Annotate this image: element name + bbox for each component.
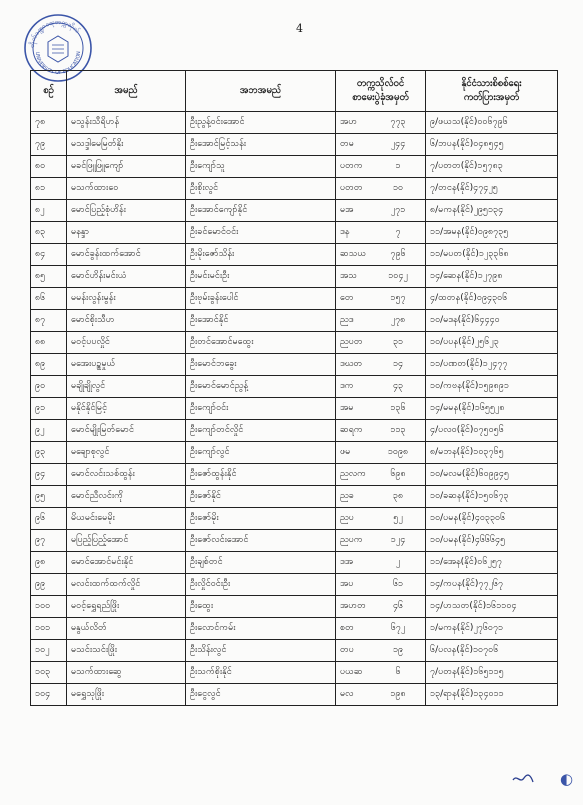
cell-name: မသဒ္ဒါမေမြတ်နိုး bbox=[67, 134, 186, 156]
cell-serial-no: ၉၅ bbox=[31, 486, 67, 508]
roll-prefix: ညပက bbox=[340, 535, 363, 545]
table-row bbox=[31, 244, 558, 266]
cell-serial-no: ၉၈ bbox=[31, 552, 67, 574]
cell-name: မောင်စိုးသီဟ bbox=[67, 310, 186, 332]
roll-prefix: ဖမ bbox=[340, 447, 351, 457]
cell-father-name: ဦးသက်စိုးနိုင် bbox=[186, 662, 336, 684]
cell-serial-no: ၈၁ bbox=[31, 178, 67, 200]
roll-number: ၁၂၄ bbox=[390, 535, 406, 545]
cell-nrc-no: ၄/ထတန(နိုင်)၀၉၄၃၀၆ bbox=[426, 288, 558, 310]
cell-exam-roll bbox=[336, 222, 426, 244]
cell-exam-roll bbox=[336, 310, 426, 332]
roll-prefix: ညပတ bbox=[340, 337, 363, 347]
cell-serial-no: ၈၂ bbox=[31, 200, 67, 222]
table-row bbox=[31, 266, 558, 288]
table-row bbox=[31, 310, 558, 332]
cell-father-name: ဦးသိန်းလွင် bbox=[186, 640, 336, 662]
roll-prefix: ဒဃတ bbox=[340, 359, 363, 369]
cell-exam-roll bbox=[336, 156, 426, 178]
cell-father-name: ဦးလောင်ကမ်း bbox=[186, 618, 336, 640]
cell-serial-no: ၁၀၂ bbox=[31, 640, 67, 662]
cell-exam-roll bbox=[336, 640, 426, 662]
cell-exam-roll bbox=[336, 354, 426, 376]
cell-serial-no: ၇၉ bbox=[31, 134, 67, 156]
cell-nrc-no: ၁/မကန(နိုင်)၂၇၆၀၇၁ bbox=[426, 618, 558, 640]
cell-exam-roll bbox=[336, 420, 426, 442]
cell-father-name: ဦးလှိုင်ဝင်းဦး bbox=[186, 574, 336, 596]
cell-serial-no: ၁၀၁ bbox=[31, 618, 67, 640]
roll-number: ၁၃၆ bbox=[390, 403, 406, 413]
roll-number: ၃၈ bbox=[392, 491, 404, 501]
cell-exam-roll bbox=[336, 178, 426, 200]
table-row bbox=[31, 640, 558, 662]
table-row bbox=[31, 662, 558, 684]
cell-exam-roll bbox=[336, 266, 426, 288]
cell-nrc-no: ၄/ပလဝ(နိုင်)၀၇၅၀၅၆ bbox=[426, 420, 558, 442]
cell-name: မသက်ထားဆွေ bbox=[67, 662, 186, 684]
roll-number: ၁ bbox=[395, 161, 401, 171]
cell-name: မနိုင်နိုင်မြင့် bbox=[67, 398, 186, 420]
cell-father-name: ဦးကျော်သူ bbox=[186, 156, 336, 178]
table-row bbox=[31, 178, 558, 200]
roll-number: ၁၉ bbox=[392, 645, 404, 655]
header-nrc-no-line1: နိုင်ငံသားစိစစ်ရေး bbox=[461, 78, 522, 89]
cell-nrc-no: ၁၄/ဆေန(နိုင်)၁၂၇၉၈ bbox=[426, 266, 558, 288]
roll-number: ၂၄၄ bbox=[390, 139, 406, 149]
roll-number: ၁၁၃ bbox=[390, 425, 406, 435]
cell-serial-no: ၁၀၃ bbox=[31, 662, 67, 684]
table-row bbox=[31, 596, 558, 618]
cell-serial-no: ၇၈ bbox=[31, 112, 67, 134]
roll-prefix: ပတက bbox=[340, 161, 363, 171]
roll-number: ၅၂ bbox=[393, 513, 403, 523]
cell-serial-no: ၉၉ bbox=[31, 574, 67, 596]
cell-name: မသင်းသင်းဖြိုး bbox=[67, 640, 186, 662]
cell-father-name: ဦးဇော်မိုး bbox=[186, 508, 336, 530]
cell-father-name: ဦးဗုမ်းခွန်းပေါင် bbox=[186, 288, 336, 310]
cell-father-name: ဦးဇော်လင်းအောင် bbox=[186, 530, 336, 552]
cell-exam-roll bbox=[336, 134, 426, 156]
roll-prefix: အပ bbox=[340, 579, 354, 589]
roll-number: ၁၀၉၈ bbox=[387, 447, 409, 457]
cell-exam-roll bbox=[336, 486, 426, 508]
cell-father-name: ဦးအောင်မြင့်သန်း bbox=[186, 134, 336, 156]
cell-nrc-no: ၁၀/မဒန(နိုင်)၆၄၄၄၀ bbox=[426, 310, 558, 332]
header-exam-roll-no-line1: တက္ကသိုလ်ဝင် bbox=[356, 78, 405, 89]
cell-serial-no: ၉၁ bbox=[31, 398, 67, 420]
roll-prefix: ဒအ bbox=[340, 557, 353, 567]
roll-prefix: ညဒ bbox=[340, 315, 354, 325]
cell-nrc-no: ၁၄/ကပန(နိုင်)၇၇၂၆၇ bbox=[426, 574, 558, 596]
table-row bbox=[31, 618, 558, 640]
cell-nrc-no: ၁၀/ပပန(နိုင်)၂၅၆၂၃ bbox=[426, 332, 558, 354]
cell-serial-no: ၈၄ bbox=[31, 244, 67, 266]
header-serial-no: စဉ် bbox=[31, 71, 67, 112]
roll-number: ၇ bbox=[395, 227, 401, 237]
cell-exam-roll bbox=[336, 618, 426, 640]
cell-serial-no: ၉၂ bbox=[31, 420, 67, 442]
cell-name: မချိုချိုလွင် bbox=[67, 376, 186, 398]
cell-name: မသွန်းသီရိဟန် bbox=[67, 112, 186, 134]
cell-father-name: ဦးကျော်ဝင်း bbox=[186, 398, 336, 420]
cell-exam-roll bbox=[336, 398, 426, 420]
roll-prefix: ပယဆ bbox=[340, 667, 363, 677]
cell-exam-roll bbox=[336, 332, 426, 354]
cell-exam-roll bbox=[336, 574, 426, 596]
roll-prefix: ဒန bbox=[340, 227, 350, 237]
cell-father-name: ဦးညွန့်ဝင်းအောင် bbox=[186, 112, 336, 134]
roll-number: ၂ bbox=[395, 557, 401, 567]
cell-nrc-no: ၁၀/ကဗန(နိုင်)၁၅၉၈၉၁ bbox=[426, 376, 558, 398]
cell-nrc-no: ၇/ပတတ(နိုင်)၁၅၇၈၃ bbox=[426, 156, 558, 178]
cell-nrc-no: ၁၀/ပမန(နိုင်)၄၆၆၆၄၅ bbox=[426, 530, 558, 552]
cell-nrc-no: ၁၁/ပဏတ(နိုင်)၁၂၄၇၇ bbox=[426, 354, 558, 376]
table-row bbox=[31, 288, 558, 310]
cell-serial-no: ၈၀ bbox=[31, 156, 67, 178]
cell-exam-roll bbox=[336, 200, 426, 222]
cell-name: မခင်ဖြူဖြူကျော် bbox=[67, 156, 186, 178]
handwritten-initial-mark bbox=[511, 772, 535, 786]
cell-serial-no: ၁၀၀ bbox=[31, 596, 67, 618]
cell-nrc-no: ၈/မကန(နိုင်)၂၉၅၁၃၄ bbox=[426, 200, 558, 222]
cell-nrc-no: ၁၁/အေန(နိုင်)၀၆၂၅၇ bbox=[426, 552, 558, 574]
roll-number: ၃၁ bbox=[392, 337, 404, 347]
table-row bbox=[31, 442, 558, 464]
roll-number: ၁၀ bbox=[392, 183, 404, 193]
cell-serial-no: ၈၈ bbox=[31, 332, 67, 354]
cell-nrc-no: ၉/ဖယသ(နိုင်)၀၀၆၇၉၆ bbox=[426, 112, 558, 134]
cell-father-name: ဦးတင်အောင်မထွေး bbox=[186, 332, 336, 354]
cell-exam-roll bbox=[336, 552, 426, 574]
cell-nrc-no: ၆/ဘပန(နိုင်)၀၄၈၅၄၅ bbox=[426, 134, 558, 156]
table-body bbox=[31, 112, 558, 706]
table-row bbox=[31, 398, 558, 420]
cell-name: မဝင့်ရွှေရည်ဖြိုး bbox=[67, 596, 186, 618]
roll-number: ၆၇၂ bbox=[390, 623, 406, 633]
table-row bbox=[31, 486, 558, 508]
cell-nrc-no: ၁၀/ပမန(နိုင်)၄၀၃၃၀၆ bbox=[426, 508, 558, 530]
cell-serial-no: ၈၃ bbox=[31, 222, 67, 244]
cell-name: မောင်ပြည့်စုံဟိန်း bbox=[67, 200, 186, 222]
cell-father-name: ဦးစိုးလွင် bbox=[186, 178, 336, 200]
cell-name: မသက်ထားဝေ bbox=[67, 178, 186, 200]
roll-number: ၁၄ bbox=[392, 359, 404, 369]
cell-exam-roll bbox=[336, 530, 426, 552]
cell-father-name: ဦးမောင်မောင်ညွန့် bbox=[186, 376, 336, 398]
page-number: 4 bbox=[296, 22, 303, 35]
cell-name: မချောစုလွင် bbox=[67, 442, 186, 464]
cell-name: မောင်လင်းသစ်ထွန်း bbox=[67, 464, 186, 486]
roll-number: ၆၉၈ bbox=[390, 469, 406, 479]
roll-prefix: ဆသယ bbox=[340, 249, 367, 259]
roll-prefix: တပ bbox=[340, 645, 354, 655]
header-exam-roll-no bbox=[336, 71, 426, 112]
cell-name: မနွယ်လိတ် bbox=[67, 618, 186, 640]
roll-prefix: ညခ bbox=[340, 491, 354, 501]
table-row bbox=[31, 530, 558, 552]
roll-prefix: ညပ bbox=[340, 513, 354, 523]
cell-father-name: ဦးမောင်ဘခွေး bbox=[186, 354, 336, 376]
cell-nrc-no: ၁၁/မပတ(နိုင်)၁၂၃၃၆၈ bbox=[426, 244, 558, 266]
cell-name: မအေးပဉ္စမှုယ် bbox=[67, 354, 186, 376]
cell-exam-roll bbox=[336, 288, 426, 310]
cell-exam-roll bbox=[336, 244, 426, 266]
roll-number: ၇၇၃ bbox=[390, 117, 406, 127]
table-row bbox=[31, 464, 558, 486]
roll-prefix: မအ bbox=[340, 205, 354, 215]
cell-serial-no: ၉၀ bbox=[31, 376, 67, 398]
table-row bbox=[31, 134, 558, 156]
cell-exam-roll bbox=[336, 596, 426, 618]
header-exam-roll-no-line2: စာမေးပွဲခုံအမှတ် bbox=[352, 92, 409, 103]
cell-exam-roll bbox=[336, 508, 426, 530]
cell-exam-roll bbox=[336, 376, 426, 398]
cell-exam-roll bbox=[336, 442, 426, 464]
roll-prefix: မလ bbox=[340, 689, 354, 699]
roll-prefix: ပတတ bbox=[340, 183, 363, 193]
table-row bbox=[31, 156, 558, 178]
cell-nrc-no: ၇/ပတန(နိုင်)၁၆၅၁၁၅ bbox=[426, 662, 558, 684]
cell-name: မလင်းထက်ထက်လှိုင် bbox=[67, 574, 186, 596]
cell-nrc-no: ၁၄/ဟသတ(နိုင်)၁၆၁၁၀၄ bbox=[426, 596, 558, 618]
table-row bbox=[31, 508, 558, 530]
roll-prefix: အသ bbox=[340, 271, 357, 281]
cell-father-name: ဦးထွေး bbox=[186, 596, 336, 618]
cell-father-name: ဦးငွေလွင် bbox=[186, 684, 336, 706]
roll-number: ၄၆ bbox=[392, 601, 404, 611]
table-row bbox=[31, 332, 558, 354]
roll-number: ၄၃ bbox=[392, 381, 404, 391]
roll-number: ၆၁ bbox=[392, 579, 404, 589]
cell-name: မောင်ခွန်းထက်အောင် bbox=[67, 244, 186, 266]
cell-serial-no: ၉၄ bbox=[31, 464, 67, 486]
table-row bbox=[31, 376, 558, 398]
cell-father-name: ဦးခင်မောင်ဝင်း bbox=[186, 222, 336, 244]
header-father-name: အဘအမည် bbox=[186, 71, 336, 112]
table-row bbox=[31, 222, 558, 244]
cell-father-name: ဦးအောင်နိုင် bbox=[186, 310, 336, 332]
cell-name: မိယမင်းမေမိုး bbox=[67, 508, 186, 530]
roll-prefix: အဟ bbox=[340, 117, 358, 127]
cell-nrc-no: ၆/ပလန(နိုင်)၁၀၇၀၆ bbox=[426, 640, 558, 662]
cell-nrc-no: ၁၁/အမန(နိုင်)၀၉၈၇၃၅ bbox=[426, 222, 558, 244]
cell-name: မောင်အောင်မင်းနိုင် bbox=[67, 552, 186, 574]
cell-serial-no: ၁၀၄ bbox=[31, 684, 67, 706]
roll-number: ၇၉၆ bbox=[390, 249, 406, 259]
cell-nrc-no: ၈/မဘန(နိုင်)၁၀၃၇၆၅ bbox=[426, 442, 558, 464]
page-corner-mark: ◐ bbox=[560, 770, 574, 788]
roll-number: ၁၉၈ bbox=[390, 689, 406, 699]
cell-serial-no: ၉၆ bbox=[31, 508, 67, 530]
roll-prefix: စတ bbox=[340, 623, 354, 633]
roll-number: ၁၀၄၂ bbox=[388, 271, 408, 281]
cell-nrc-no: ၁၄/မမန(နိုင်)၁၆၅၅၂၈ bbox=[426, 398, 558, 420]
roll-prefix: အဟတ bbox=[340, 601, 366, 611]
roll-prefix: တေ bbox=[340, 293, 354, 303]
roll-prefix: ညလက bbox=[340, 469, 366, 479]
table-row bbox=[31, 200, 558, 222]
cell-nrc-no: ၇/တငန(နိုင်)၄၇၄၂၅ bbox=[426, 178, 558, 200]
cell-name: မရွှေသုဖြိုး bbox=[67, 684, 186, 706]
cell-nrc-no: ၁၀/မလမ(နိုင်)၆၀၉၉၄၅ bbox=[426, 464, 558, 486]
roll-prefix: ဒက bbox=[340, 381, 354, 391]
cell-nrc-no: ၁၀/ခဆန(နိုင်)၁၅၀၆၇၃ bbox=[426, 486, 558, 508]
cell-serial-no: ၉၃ bbox=[31, 442, 67, 464]
cell-father-name: ဦးဇော်နိုင် bbox=[186, 486, 336, 508]
cell-father-name: ဦးကျော်တင်လှိုင် bbox=[186, 420, 336, 442]
cell-father-name: ဦးဇော်ထွန်းနိုင် bbox=[186, 464, 336, 486]
cell-father-name: ဦးမင်းမင်းဦး bbox=[186, 266, 336, 288]
cell-name: မနန္ဒာ bbox=[67, 222, 186, 244]
cell-name: မောင်ဟိန်းမင်းယံ bbox=[67, 266, 186, 288]
roll-number: ၂၇၁ bbox=[390, 205, 406, 215]
roll-prefix: တမ bbox=[340, 139, 354, 149]
cell-nrc-no: ၁၃/ရာန(နိုင်)၁၃၄၀၁၁ bbox=[426, 684, 558, 706]
table-row bbox=[31, 574, 558, 596]
seal-subtext: UNIVERSITY OF EDUCATION bbox=[33, 51, 83, 77]
cell-name: မမန်းလွန်းမွန်း bbox=[67, 288, 186, 310]
roll-number: ၂၇၈ bbox=[390, 315, 406, 325]
header-name: အမည် bbox=[67, 71, 186, 112]
roll-number: ၆ bbox=[395, 667, 401, 677]
cell-serial-no: ၈၇ bbox=[31, 310, 67, 332]
table-row bbox=[31, 552, 558, 574]
cell-exam-roll bbox=[336, 112, 426, 134]
cell-serial-no: ၈၅ bbox=[31, 266, 67, 288]
cell-name: မဝင့်ပပလှိုင် bbox=[67, 332, 186, 354]
cell-serial-no: ၈၆ bbox=[31, 288, 67, 310]
cell-exam-roll bbox=[336, 662, 426, 684]
cell-name: မပြည့်ပြည့်အောင် bbox=[67, 530, 186, 552]
student-roster-table bbox=[30, 70, 558, 706]
cell-exam-roll bbox=[336, 684, 426, 706]
cell-father-name: ဦးမိုးဇော်သိန်း bbox=[186, 244, 336, 266]
roll-prefix: ဆရက bbox=[340, 425, 363, 435]
cell-father-name: ဦးအောင်ကျော်နိုင် bbox=[186, 200, 336, 222]
table-row bbox=[31, 112, 558, 134]
cell-serial-no: ၈၉ bbox=[31, 354, 67, 376]
cell-serial-no: ၉၇ bbox=[31, 530, 67, 552]
table-header-row bbox=[31, 71, 558, 112]
header-nrc-no bbox=[426, 71, 558, 112]
cell-father-name: ဦးချစ်တင် bbox=[186, 552, 336, 574]
cell-exam-roll bbox=[336, 464, 426, 486]
cell-father-name: ဦးကျော်လွင် bbox=[186, 442, 336, 464]
cell-name: မောင်မျိုးမြတ်မောင် bbox=[67, 420, 186, 442]
header-nrc-no-line2: ကတ်ပြားအမှတ် bbox=[463, 92, 520, 103]
table-row bbox=[31, 354, 558, 376]
seal-text: တိုက်ဒဏ္ဍာရေးတက္ကသိုလ် bbox=[27, 17, 82, 49]
roll-prefix: အမ bbox=[340, 403, 354, 413]
roll-number: ၁၅၇ bbox=[390, 293, 406, 303]
cell-name: မောင်ညီလင်းကို bbox=[67, 486, 186, 508]
table-row bbox=[31, 420, 558, 442]
table-row bbox=[31, 684, 558, 706]
